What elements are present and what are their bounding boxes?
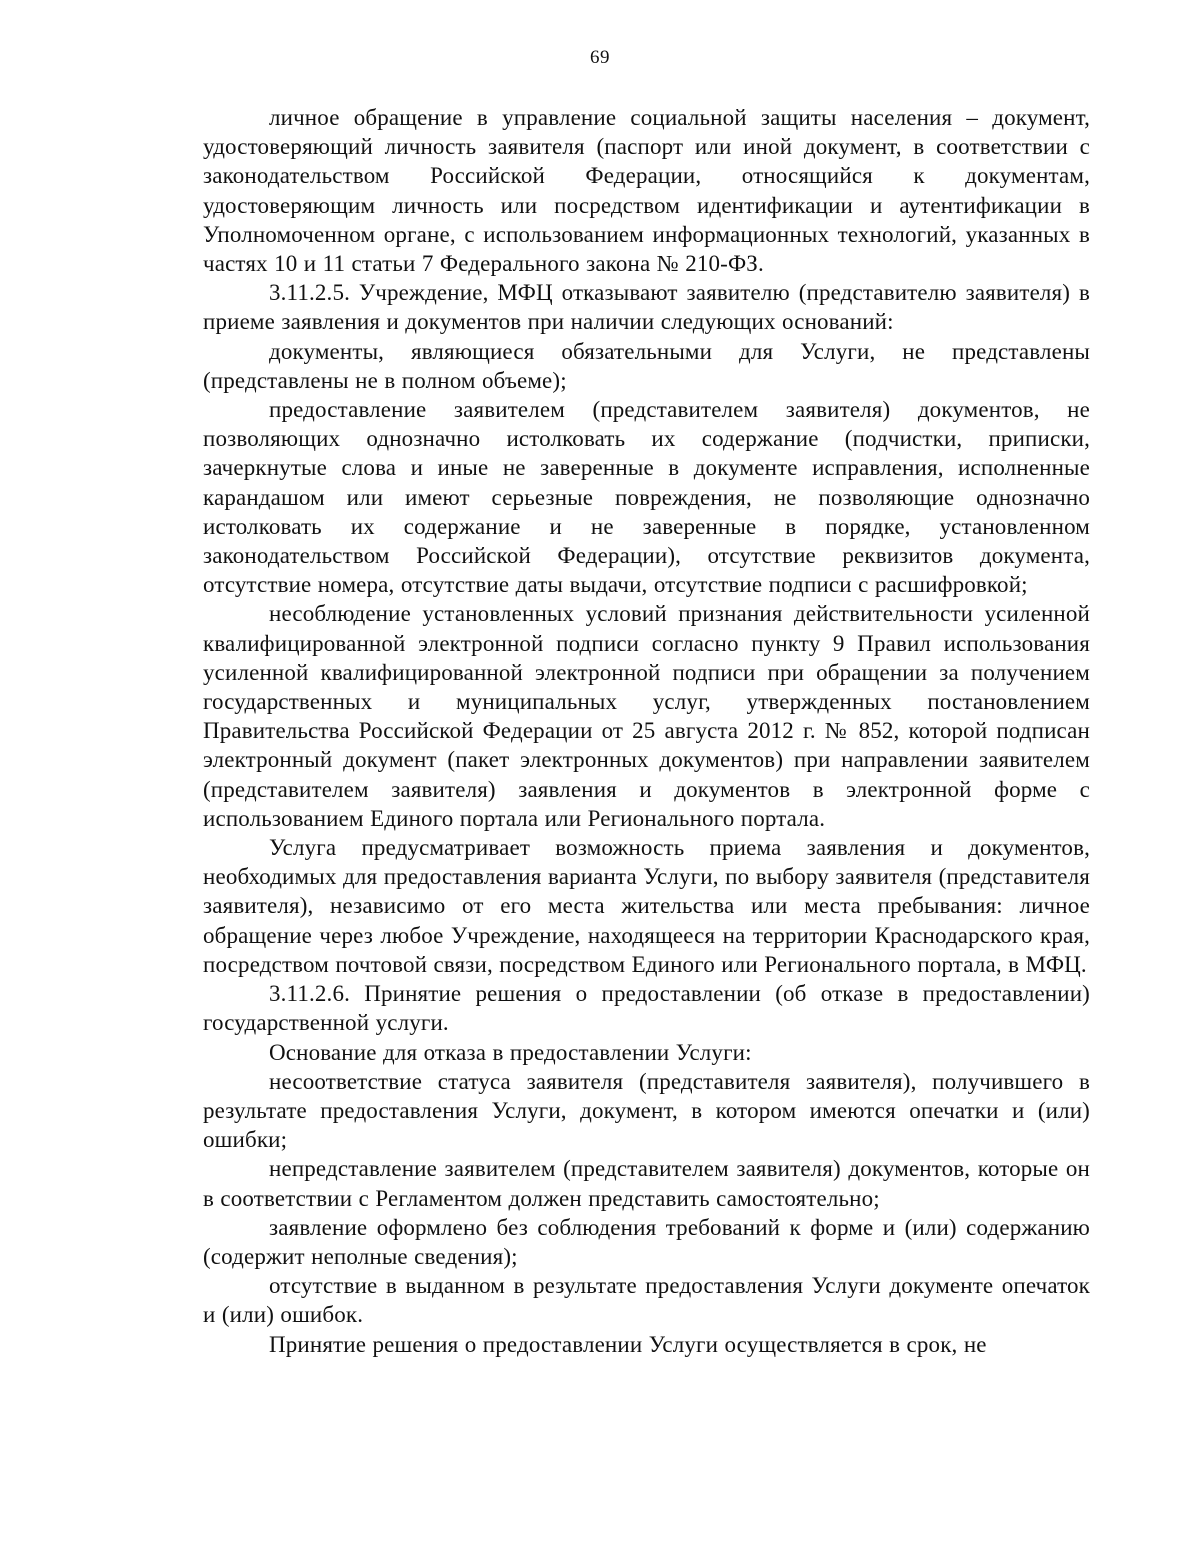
document-body <box>203 103 1090 1359</box>
paragraph-personal-appeal: личное обращение в управление социальной защиты населения – документ, удостоверяющий личность заявителя (паспорт или иной документ, в соответствии с законодательством Российской Федерации, относящийся к документам, удостоверяющим личность или посредством идентификации и аутентификации в Уполномоченном органе, с использованием информационных технологий, указанных в частях 10 и 11 статьи 7 Федерального закона № 210-ФЗ. <box>203 105 1090 277</box>
paragraph-service-application-options: Услуга предусматривает возможность приема заявления и документов, необходимых для предоставления варианта Услуги, по выбору заявителя (представителя заявителя), независимо от его места жительства или места пребывания: личное обращение через любое Учреждение, находящееся на территории Краснодарского края, посредством почтовой связи, посредством Единого или Регионального портала, в МФЦ. <box>203 835 1090 977</box>
paragraph-status-mismatch: несоответствие статуса заявителя (представителя заявителя), получившего в результате предоставления Услуги, документ, в котором имеются опечатки и (или) ошибки; <box>203 1068 1090 1153</box>
paragraph-decision-deadline: Принятие решения о предоставлении Услуги осуществляется в срок, не <box>269 1331 987 1357</box>
paragraph-documents-not-provided: непредставление заявителем (представителем заявителя) документов, которые он в соответствии с Регламентом должен представить самостоятельно; <box>203 1156 1090 1211</box>
paragraph-3-11-2-5: 3.11.2.5. Учреждение, МФЦ отказывают заявителю (представителю заявителя) в приеме заявления и документов при наличии следующих оснований: <box>203 280 1090 335</box>
paragraph-no-typos: отсутствие в выданном в результате предоставления Услуги документе опечаток и (или) ошибок. <box>203 1273 1090 1328</box>
paragraph-documents-not-submitted: документы, являющиеся обязательными для Услуги, не представлены (представлены не в полном объеме); <box>203 338 1090 393</box>
paragraph-electronic-signature: несоблюдение установленных условий признания действительности усиленной квалифицированной электронной подписи согласно пункту 9 Правил использования усиленной квалифицированной электронной подписи при обращении за получением государственных и муниципальных услуг, утвержденных постановлением Правительства Российской Федерации от 25 августа 2012 г. № 852, которой подписан электронный документ (пакет электронных документов) при направлении заявителем (представителем заявителя) заявления и документов в электронной форме с использованием Единого портала или Регионального портала. <box>203 601 1090 831</box>
page-number: 69 <box>590 47 610 68</box>
paragraph-ambiguous-documents: предоставление заявителем (представителем заявителя) документов, не позволяющих однозначно истолковать их содержание (подчистки, приписки, зачеркнутые слова и иные не заверенные в документе исправления, исполненные карандашом или имеют серьезные повреждения, не позволяющие однозначно истолковать их содержание и не заверенные в порядке, установленном законодательством Российской Федерации), отсутствие реквизитов документа, отсутствие номера, отсутствие даты выдачи, отсутствие подписи с расшифровкой; <box>203 397 1090 598</box>
paragraph-refusal-grounds-heading: Основание для отказа в предоставлении Услуги: <box>269 1039 752 1065</box>
paragraph-form-requirements: заявление оформлено без соблюдения требований к форме и (или) содержанию (содержит неполные сведения); <box>203 1214 1090 1269</box>
paragraph-3-11-2-6: 3.11.2.6. Принятие решения о предоставлении (об отказе в предоставлении) государственной услуги. <box>203 981 1090 1036</box>
